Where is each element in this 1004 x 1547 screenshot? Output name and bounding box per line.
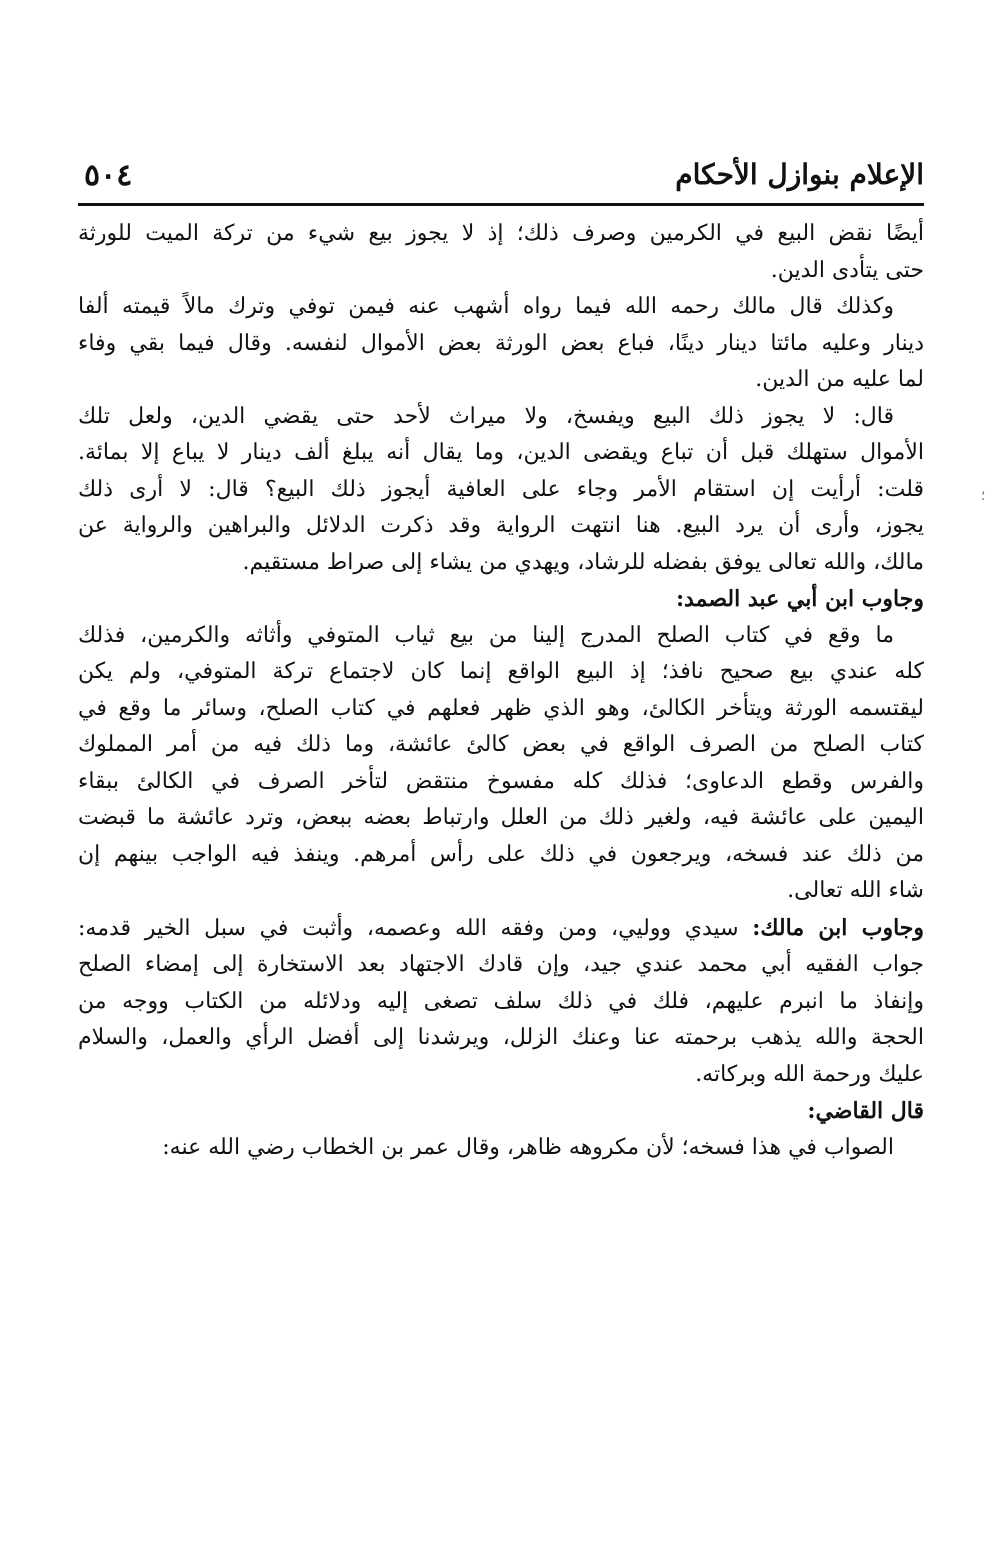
text-line: الحجة والله يذهب برحمته عنا وعنك الزلل، ويرشدنا إلى أفضل الرأي والعمل، والسلام <box>78 1025 924 1050</box>
page-number: ٥٠٤ <box>84 158 133 193</box>
text-line: كله عندي بيع صحيح نافذ؛ إذ البيع الواقع إنما كان لاجتماع تركة المتوفي، ولم يكن <box>78 659 924 684</box>
speaker-label: وجاوب ابن مالك: <box>752 914 924 941</box>
text-line: قلت: أرأيت إن استقام الأمر وجاء على العافية أيجوز ذلك البيع؟ قال: لا أرى ذلك <box>78 476 924 502</box>
text-line: عليك ورحمة الله وبركاته. <box>695 1061 924 1087</box>
text-line: أيضًا نقض البيع في الكرمين وصرف ذلك؛ إذ لا يجوز بيع شيء من تركة الميت للورثة <box>78 221 924 246</box>
paragraph-5 <box>78 910 924 1094</box>
text-line: مالك، والله تعالى يوفق بفضله للرشاد، ويهدي من يشاء إلى صراط مستقيم. <box>242 549 924 575</box>
paragraph-6 <box>78 1130 924 1167</box>
text-line: من ذلك عند فسخه، ويرجعون في ذلك على رأس أمرهم. وينفذ فيه الواجب بينهم إن <box>78 841 924 867</box>
paragraph-2 <box>78 289 924 399</box>
text-line: وكذلك قال مالك رحمه الله فيما رواه أشهب عنه فيمن توفي وترك مالاً قيمته ألفا <box>78 294 894 319</box>
header-rule <box>78 203 924 206</box>
margin-mark: ؛ <box>980 488 986 504</box>
text-line: دينار وعليه مائتا دينار دينًا، فباع بعض الورثة بعض الأموال لنفسه. وقال فيما بقي وفاء <box>78 330 924 356</box>
text-line: شاء الله تعالى. <box>787 878 924 903</box>
text-line: وإنفاذ ما انبرم عليهم، فلك في ذلك سلف تصغى إليه ودلائله من الكتاب ووجه من <box>78 988 924 1014</box>
text-line: حتى يتأدى الدين. <box>770 257 924 283</box>
paragraph-4 <box>78 618 924 910</box>
section-heading <box>78 581 924 618</box>
paragraph-3 <box>78 399 924 582</box>
text-run: سيدي ووليي، ومن وفقه الله وعصمه، وأثبت في سبل الخير قدمه: <box>78 915 739 941</box>
page-body <box>78 216 924 1166</box>
heading-text: وجاوب ابن أبي عبد الصمد: <box>675 586 924 612</box>
text-line: لما عليه من الدين. <box>755 367 924 392</box>
paragraph-1 <box>78 216 924 289</box>
text-line: ليقتسمه الورثة ويتأخر الكالئ، وهو الذي ظهر فعلهم في كتاب الصلح، وسائر ما وقع في <box>78 695 924 721</box>
text-line: الأموال ستهلك قبل أن تباع ويقضى الدين، وما يقال أنه يبلغ ألف دينار لا يباع إلا بمائة. <box>78 440 924 465</box>
text-line: جواب الفقيه أبي محمد عندي جيد، وإن قادك الاجتهاد بعد الاستخارة إلى إمضاء الصلح <box>78 952 924 977</box>
page-header <box>78 150 924 200</box>
section-heading <box>78 1093 924 1130</box>
text-line <box>78 910 924 948</box>
text-line: الصواب في هذا فسخه؛ لأن مكروهه ظاهر، وقال عمر بن الخطاب رضي الله عنه: <box>162 1134 894 1160</box>
text-line: يجوز، وأرى أن يرد البيع. هنا انتهت الرواية وقد ذكرت الدلائل والبراهين والرواية عن <box>78 513 924 538</box>
text-line: كتاب الصلح من الصرف الواقع في بعض كالئ عائشة، وما ذلك فيه من أمر المملوك <box>78 732 924 757</box>
text-line: ما وقع في كتاب الصلح المدرج إلينا من بيع ثياب المتوفي وأثاثه والكرمين، فذلك <box>78 622 894 648</box>
heading-text: قال القاضي: <box>807 1098 924 1124</box>
text-line: قال: لا يجوز ذلك البيع ويفسخ، ولا ميراث لأحد حتى يقضي الدين، ولعل تلك <box>78 403 894 429</box>
running-title: الإعلام بنوازل الأحكام <box>675 158 924 191</box>
text-line: اليمين على عائشة فيه، ولغير ذلك من العلل وارتباط بعضه ببعض، وترد عائشة ما قبضت <box>78 805 924 830</box>
text-line: والفرس وقطع الدعاوى؛ فذلك كله مفسوخ منتقض لتأخر الصرف في الكالئ ببقاء <box>78 768 924 794</box>
